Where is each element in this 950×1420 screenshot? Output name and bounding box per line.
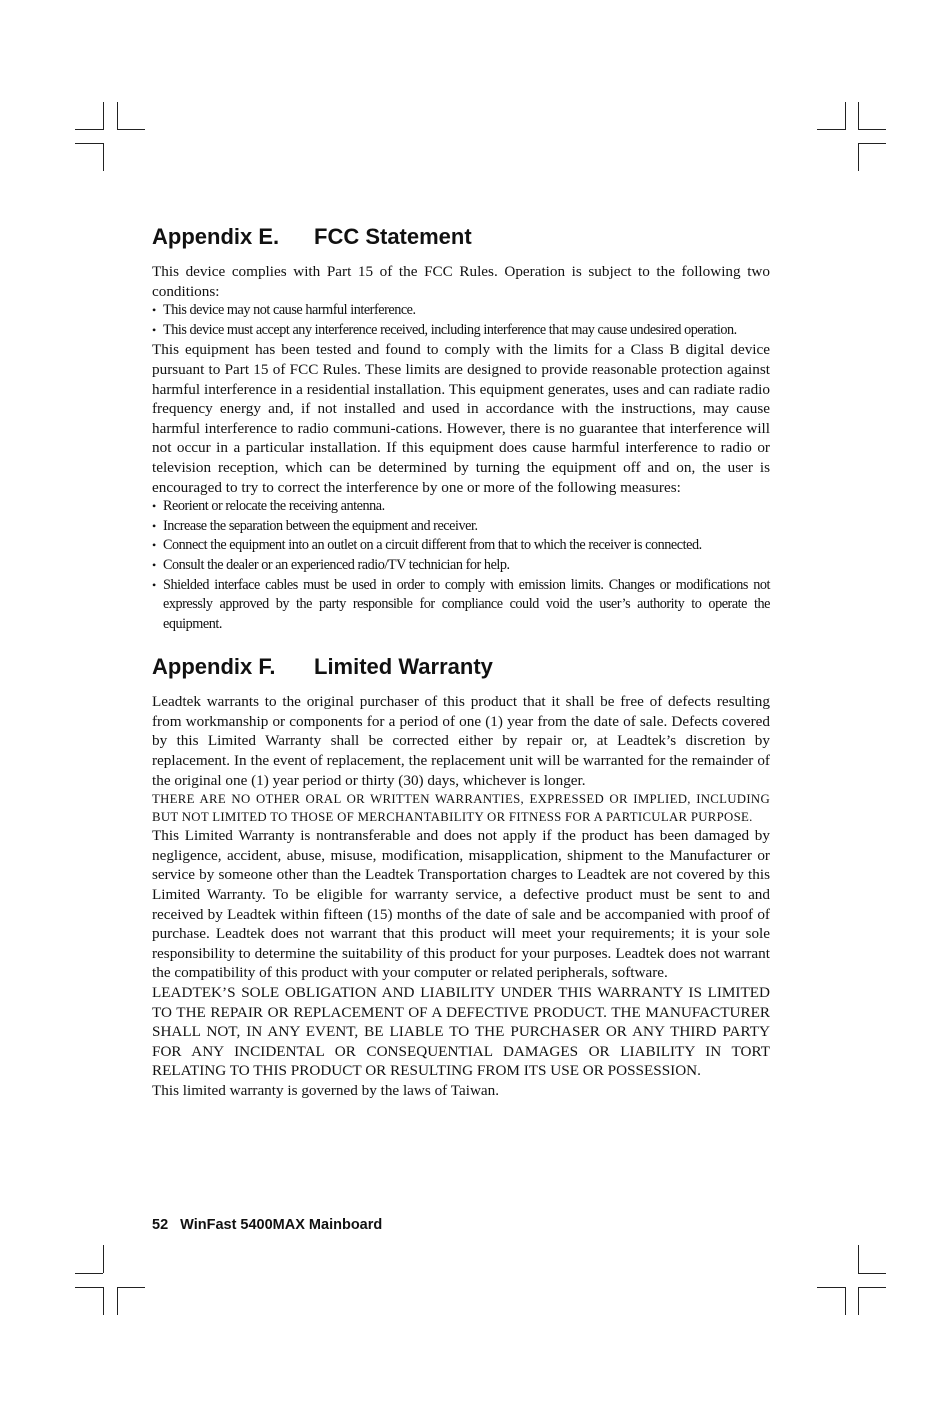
fcc-intro: This device complies with Part 15 of the FCC Rules. Operation is subject to the following two conditions: (152, 263, 770, 300)
crop-mark (103, 1245, 104, 1273)
crop-mark (117, 1287, 145, 1288)
crop-mark (817, 1287, 845, 1288)
warranty-liability: LEADTEK’S SOLE OBLIGATION AND LIABILITY UNDER THIS WARRANTY IS LIMITED TO THE REPAIR OR REPLACEMENT OF A DEFECTIVE PRODUCT. THE MANUFACTURER SHALL NOT, IN ANY EVENT, BE LIABLE TO THE PURCHASER OR ANY THIRD PARTY FOR ANY INCIDENTAL OR CONSEQUENTIAL DAMAGES OR LIABILITY IN TORT RELATING TO THIS PRODUCT OR RESULTING FROM ITS USE OR POSSESSION. (152, 984, 770, 1080)
warranty-disclaimer: THERE ARE NO OTHER ORAL OR WRITTEN WARRANTIES, EXPRESSED OR IMPLIED, INCLUDING BUT NOT LIMITED TO THOSE OF MERCHANTABILITY OR FITNESS FOR A PARTICULAR PURPOSE. (152, 792, 770, 825)
fcc-body: This equipment has been tested and found to comply with the limits for a Class B digital device pursuant to Part 15 of FCC Rules. These limits are designed to provide reasonable protection against harmful interference in a residential installation. This equipment generates, uses and can radiate radio frequency energy and, if not installed and used in accordance with the instructions, may cause harmful interference to radio communi-cations. However, there is no guarantee that interference will not occur in a particular installation. If this equipment does cause harmful interference to radio or television reception, which can be determined by turning the equipment off and on, the user is encouraged to try to correct the interference by one or more of the following measures: (152, 341, 770, 496)
list-item: • Connect the equipment into an outlet on a circuit different from that to which the receiver is connected. (152, 536, 770, 556)
page-number: 52 (152, 1217, 169, 1233)
appendix-e-heading (152, 222, 770, 252)
fcc-measures-list (152, 497, 770, 634)
appendix-f-section (152, 652, 770, 1100)
crop-mark (75, 1273, 103, 1274)
appendix-f-label: Appendix F. (152, 654, 276, 680)
crop-mark (858, 143, 886, 144)
crop-mark (103, 1287, 104, 1315)
list-item: • Shielded interface cables must be used in order to comply with emission limits. Changes or modifications not expressly approved by the party responsible for compliance could void the user’s authority to operate the equipment. (152, 576, 770, 635)
crop-mark (858, 1273, 886, 1274)
crop-mark (117, 1287, 118, 1315)
appendix-e-section (152, 222, 770, 634)
list-item: • Consult the dealer or an experienced radio/TV technician for help. (152, 556, 770, 576)
warranty-paragraph: This Limited Warranty is nontransferable and does not apply if the product has been damaged by negligence, accident, abuse, misuse, modification, misapplication, shipment to the Manufacturer or service by someone other than the Leadtek Transportation charges to Leadtek are not covered by this Limited Warranty. To be eligible for warranty service, a defective product must be sent to and received by Leadtek within fifteen (15) months of the date of sale and be accompanied with proof of purchase. Leadtek does not warrant that this product will meet your requirements; it is your sole responsibility to determine the suitability of this product for your purposes. Leadtek does not warrant the compatibility of this product with your computer or related peripherals, software. (152, 827, 770, 982)
list-item: • Increase the separation between the equipment and receiver. (152, 517, 770, 537)
appendix-f-heading (152, 652, 770, 682)
crop-mark (75, 129, 103, 130)
page-content (152, 222, 770, 1101)
crop-mark (858, 1287, 886, 1288)
appendix-e-label: Appendix E. (152, 224, 280, 249)
warranty-paragraph: Leadtek warrants to the original purchaser of this product that it shall be free of defects resulting from workmanship or components for a period of one (1) year from the date of sale. Defects covered by this Limited Warranty shall be corrected either by repair or, at Leadtek’s discretion by replacement. In the event of replacement, the replacement unit will be warranted for the remainder of the original one (1) year period or thirty (30) days, whichever is longer. (152, 693, 770, 789)
warranty-governing-law: This limited warranty is governed by the laws of Taiwan. (152, 1081, 500, 1099)
crop-mark (817, 129, 845, 130)
crop-mark (858, 102, 859, 130)
crop-mark (75, 1287, 103, 1288)
crop-mark (858, 1287, 859, 1315)
crop-mark (117, 102, 118, 130)
crop-mark (858, 129, 886, 130)
appendix-e-title: FCC Statement (314, 224, 472, 249)
list-item: • Reorient or relocate the receiving antenna. (152, 497, 770, 517)
list-item: • This device may not cause harmful interference. (152, 301, 770, 321)
crop-mark (858, 143, 859, 171)
crop-mark (103, 143, 104, 171)
appendix-f-title: Limited Warranty (314, 654, 493, 680)
fcc-conditions-list (152, 301, 770, 340)
crop-mark (75, 143, 103, 144)
crop-mark (845, 102, 846, 130)
crop-mark (103, 102, 104, 130)
crop-mark (117, 129, 145, 130)
crop-mark (858, 1245, 859, 1273)
page-footer (152, 1217, 382, 1233)
crop-mark (845, 1287, 846, 1315)
footer-title: WinFast 5400MAX Mainboard (180, 1217, 383, 1233)
list-item: • This device must accept any interference received, including interference that may cause undesired operation. (152, 321, 770, 341)
